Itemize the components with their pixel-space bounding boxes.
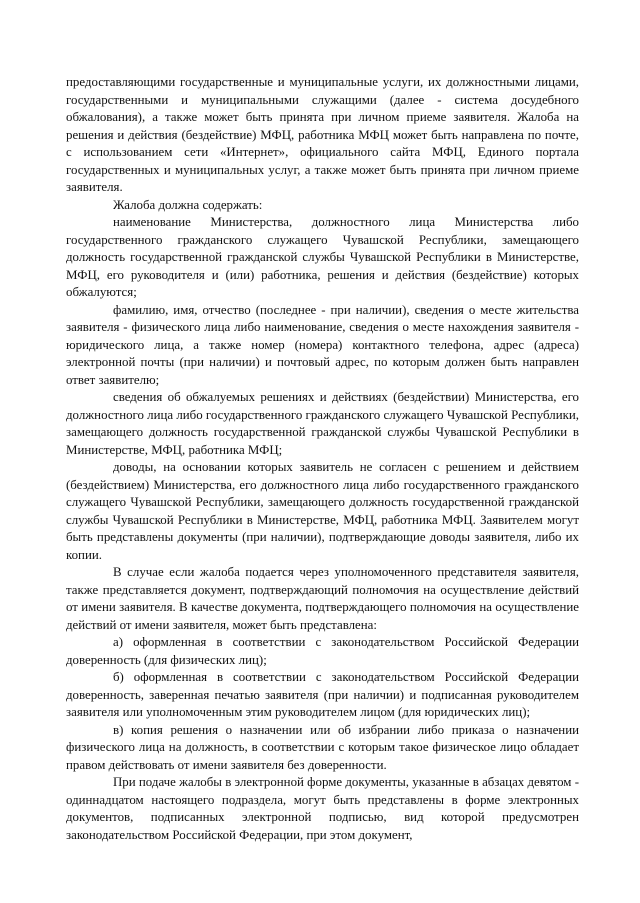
document-page — [66, 74, 579, 844]
paragraph-option-a: а) оформленная в соответствии с законодательством Российской Федерации доверенность (для физических лиц); — [66, 635, 579, 667]
paragraph-item-appealed-decisions: сведения об обжалуемых решениях и действиях (бездействии) Министерства, его должностного лица либо государственного гражданского служащего Чувашской Республики, замещающего должность государственной гражданской службы Чувашской Республики в Министерстве, МФЦ, работника МФЦ; — [66, 390, 579, 457]
paragraph-electronic-submission: При подаче жалобы в электронной форме документы, указанные в абзацах девятом - одиннадцатом настоящего подраздела, могут быть представлены в форме электронных документов, подписанных электронной подписью, вид которой предусмотрен законодательством Российской Федерации, при этом документ, — [66, 775, 579, 842]
paragraph-item-applicant-details: фамилию, имя, отчество (последнее - при наличии), сведения о месте жительства заявителя - физического лица либо наименование, сведения о месте нахождения заявителя - юридического лица, а также номер (номера) контактного телефона, адрес (адреса) электронной почты (при наличии) и почтовый адрес, по которым должен быть направлен ответ заявителю; — [66, 302, 579, 387]
paragraph-complaint-contents-heading: Жалоба должна содержать: — [113, 197, 263, 212]
paragraph-option-c: в) копия решения о назначении или об избрании либо приказа о назначении физического лица на должность, в соответствии с которым такое физическое лицо обладает правом действовать от имени заявителя без доверенности. — [66, 722, 579, 772]
paragraph-complaint-channels: предоставляющими государственные и муниципальные услуги, их должностными лицами, государственными и муниципальными служащими (далее - система досудебного обжалования), а также может быть принята при личном приеме заявителя. Жалоба на решения и действия (бездействие) МФЦ, работника МФЦ может быть направлена по почте, с использованием сети «Интернет», официального сайта МФЦ, Единого портала государственных и муниципальных услуг, а также может быть принята при личном приеме заявителя. — [66, 75, 579, 194]
paragraph-option-b: б) оформленная в соответствии с законодательством Российской Федерации доверенность, заверенная печатью заявителя (при наличии) и подписанная руководителем заявителя или уполномоченным этим руководителем лицом (для юридических лиц); — [66, 670, 579, 719]
paragraph-item-arguments: доводы, на основании которых заявитель не согласен с решением и действием (бездействием) Министерства, его должностного лица либо государственного гражданского служащего Чувашской Республики, замещающего должность государственной гражданской службы Чувашской Республики в Министерстве, МФЦ, работника МФЦ. Заявителем могут быть представлены документы (при наличии), подтверждающие доводы заявителя, либо их копии. — [66, 460, 579, 562]
paragraph-representative: В случае если жалоба подается через уполномоченного представителя заявителя, также представляется документ, подтверждающий полномочия на осуществление действий от имени заявителя. В качестве документа, подтверждающего полномочия на осуществление действий от имени заявителя, может быть представлена: — [66, 565, 579, 632]
paragraph-item-name: наименование Министерства, должностного лица Министерства либо государственного гражданского служащего Чувашской Республики, замещающего должность государственной гражданской службы Чувашской Республики в Министерстве, МФЦ, его руководителя и (или) работника, решения и действия (бездействие) которых обжалуются; — [66, 215, 579, 299]
